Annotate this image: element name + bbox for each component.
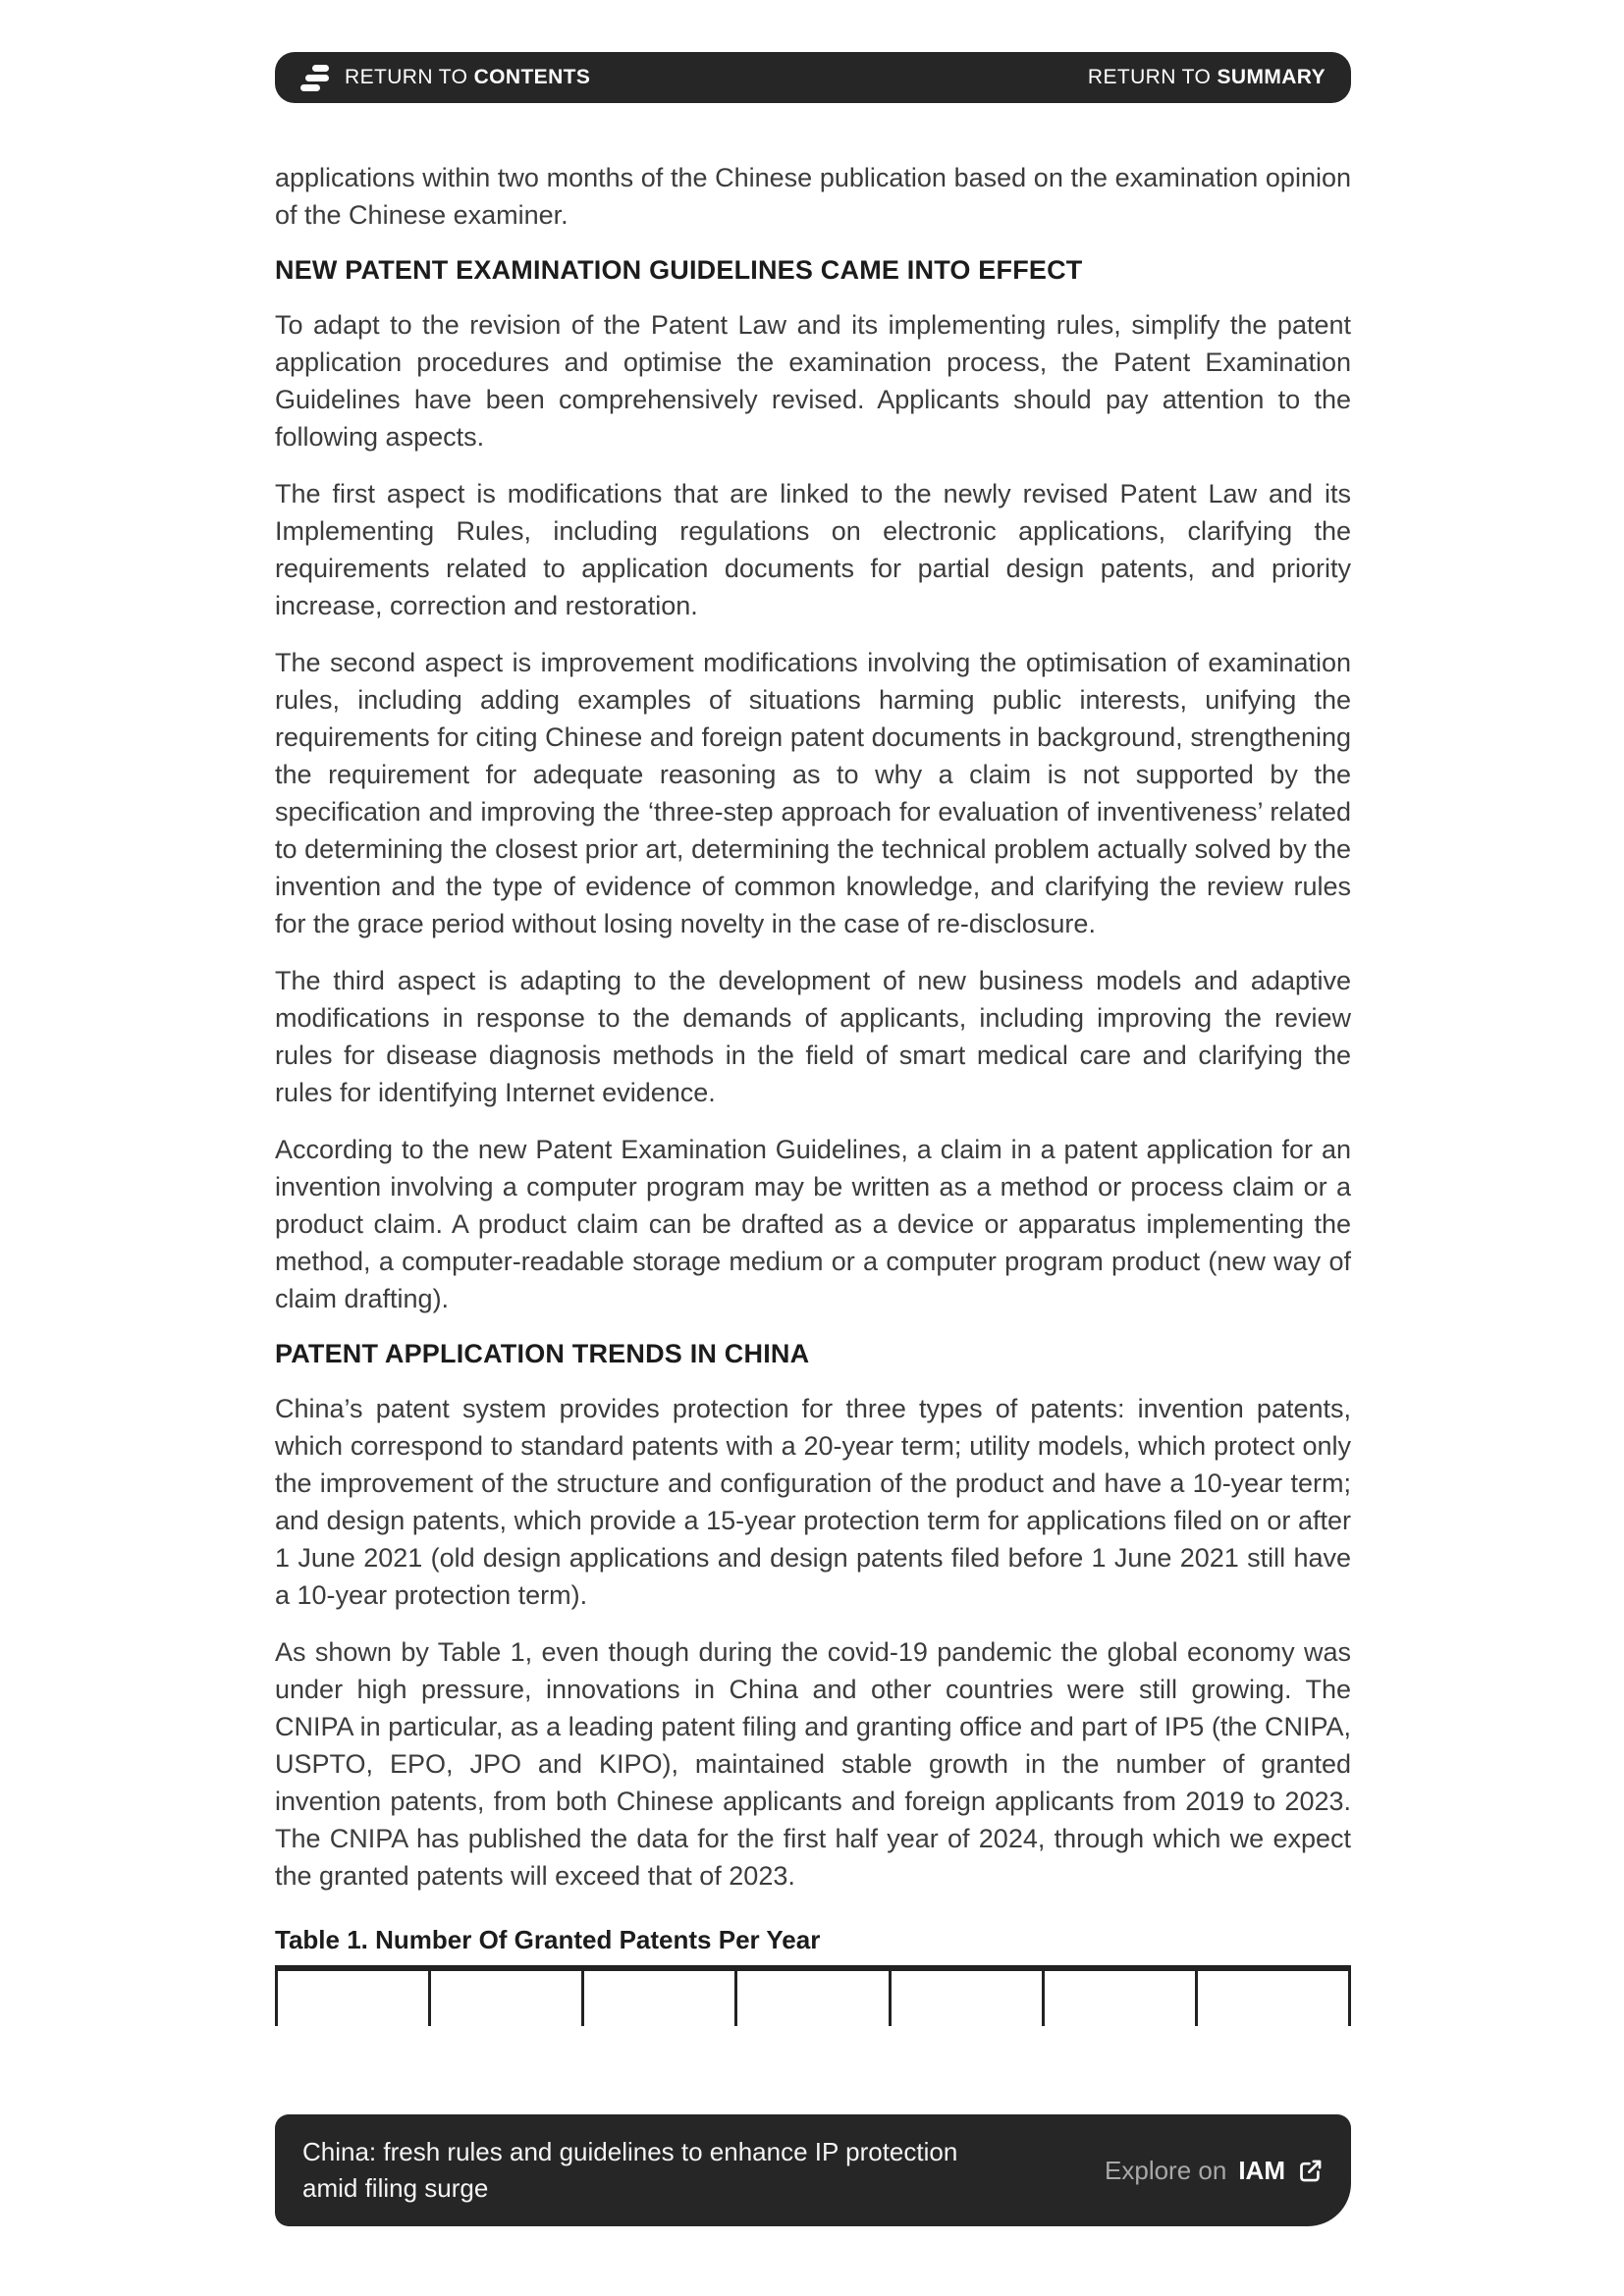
summary-text: SUMMARY [1217, 66, 1326, 88]
article-content [275, 159, 1351, 2026]
return-to-summary-link[interactable] [1088, 66, 1326, 89]
table-column-cell [581, 1971, 734, 2026]
paragraph: The third aspect is adapting to the development of new business models and adaptive modifications in response to the demands of applicants, including improving the review rules for disease diagnosis methods in the field of smart medical care and clarifying the rules for identifying Internet evidence. [275, 966, 1351, 1107]
paragraph: The second aspect is improvement modifications involving the optimisation of examination rules, including adding examples of situations harming public interests, unifying the requirements for citing Chinese and foreign patent documents in background, strengthening the requirement for adequate reasoning as to why a claim is not supported by the specification and improving the ‘three-step approach for evaluation of inventiveness’ related to determining the closest prior art, determining the technical problem actually solved by the invention and the type of evidence of common knowledge, and clarifying the review rules for the grace period without losing novelty in the case of re-disclosure. [275, 648, 1351, 938]
intro-paragraph: applications within two months of the Chinese publication based on the examination opinion of the Chinese examiner. [275, 163, 1351, 230]
paragraph: China’s patent system provides protection for three types of patents: invention patents, which correspond to standard patents with a 20-year term; utility models, which protect only the improvement of the structure and configuration of the product and have a 10-year term; and design patents, which provide a 15-year protection term for applications filed on or after 1 June 2021 (old design applications and design patents filed before 1 June 2021 still have a 10-year protection term). [275, 1394, 1351, 1610]
article-title [302, 2134, 957, 2207]
paragraph: The first aspect is modifications that are linked to the newly revised Patent Law and its Implementing Rules, including regulations on electronic applications, clarifying the requirements related to application documents for partial design patents, and priority increase, correction and restoration. [275, 479, 1351, 620]
contents-icon [300, 65, 330, 91]
table-caption: Table 1. Number Of Granted Patents Per Year [275, 1925, 821, 1954]
section-heading-trends: PATENT APPLICATION TRENDS IN CHINA [275, 1339, 810, 1368]
table-column-cell [1195, 1971, 1351, 2026]
paragraph: To adapt to the revision of the Patent Law and its implementing rules, simplify the patent application procedures and optimise the examination process, the Patent Examination Guidelines have been comprehensively revised. Applicants should pay attention to the following aspects. [275, 310, 1351, 452]
explore-on-iam-link[interactable] [1105, 2156, 1324, 2186]
return-to-contents-label [345, 66, 590, 89]
iam-brand-text: IAM [1238, 2155, 1285, 2185]
return-to-summary-label [1088, 66, 1326, 88]
table-column-cell [1042, 1971, 1195, 2026]
table-column-cell [428, 1971, 581, 2026]
granted-patents-table [275, 1965, 1351, 2026]
return-to-text: RETURN TO [1087, 66, 1218, 88]
section-heading-guidelines: NEW PATENT EXAMINATION GUIDELINES CAME INTO EFFECT [275, 255, 1083, 285]
article-title-line2: amid filing surge [302, 2173, 489, 2203]
return-to-contents-link[interactable] [300, 65, 590, 91]
paragraph: According to the new Patent Examination Guidelines, a claim in a patent application for an invention involving a computer program may be written as a method or process claim or a product claim. A product claim can be drafted as a device or apparatus implementing the method, a computer-readable storage medium or a computer program product (new way of claim drafting). [275, 1135, 1351, 1313]
return-to-text: RETURN TO [345, 66, 474, 88]
table-column-cell [275, 1971, 428, 2026]
external-link-icon [1297, 2158, 1324, 2184]
top-nav-bar [275, 52, 1351, 103]
article-title-line1: China: fresh rules and guidelines to enhance IP protection [302, 2137, 958, 2166]
table-column-cell [889, 1971, 1042, 2026]
explore-on-text: Explore on [1105, 2155, 1227, 2185]
table-column-cell [734, 1971, 888, 2026]
contents-text: CONTENTS [473, 66, 591, 88]
paragraph: As shown by Table 1, even though during the covid-19 pandemic the global economy was under high pressure, innovations in China and other countries were still growing. The CNIPA in particular, as a leading patent filing and granting office and part of IP5 (the CNIPA, USPTO, EPO, JPO and KIPO), maintained stable growth in the number of granted invention patents, from both Chinese applicants and foreign applicants from 2019 to 2023. The CNIPA has published the data for the first half year of 2024, through which we expect the granted patents will exceed that of 2023. [275, 1637, 1351, 1891]
footer-bar [275, 2114, 1351, 2226]
